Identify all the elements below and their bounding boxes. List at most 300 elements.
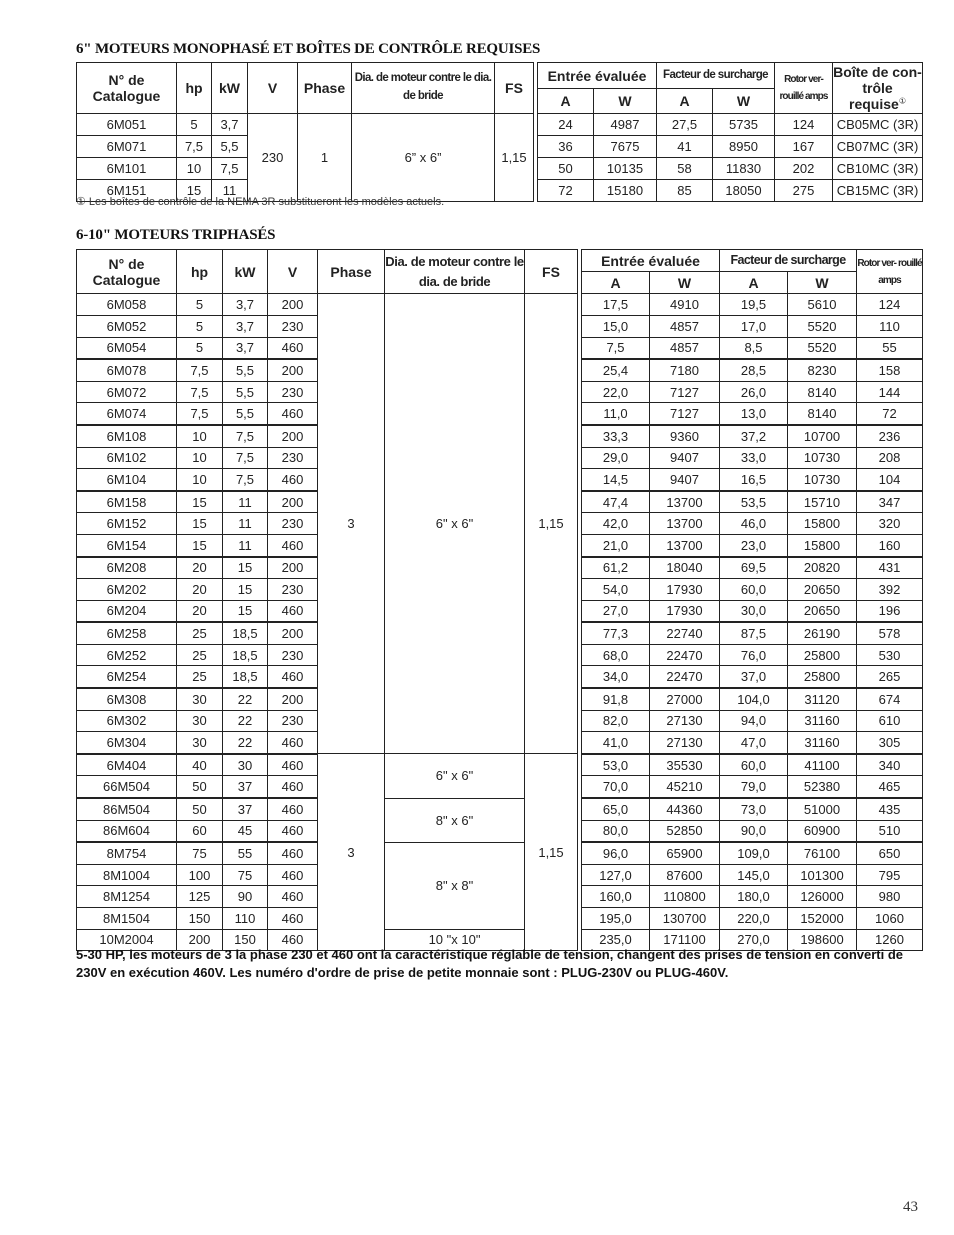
rated-w-cell: 44360 [650,798,720,820]
surcharge-w-cell: 8230 [788,359,857,381]
surcharge-w-cell: 10730 [788,469,857,491]
rated-a-cell: 54,0 [582,579,650,601]
rotor-amps-cell: 236 [857,425,923,447]
hp-cell: 15 [177,534,223,556]
hp-cell: 60 [177,820,223,842]
rated-a-cell: 160,0 [582,886,650,908]
hp-cell: 25 [177,666,223,688]
surcharge-a-cell: 41 [657,136,713,158]
surcharge-w-cell: 26190 [788,622,857,644]
rated-w-cell: 4910 [650,294,720,316]
voltage-cell: 460 [268,842,318,864]
rotor-amps-cell: 1060 [857,908,923,930]
rated-w-cell: 52850 [650,820,720,842]
header-w: W [594,89,657,114]
catalogue-cell: 6M102 [77,447,177,469]
header-rated-input: Entrée évaluée [582,250,720,272]
rated-a-cell: 235,0 [582,929,650,951]
voltage-cell: 200 [268,688,318,710]
rated-w-cell: 45210 [650,776,720,798]
voltage-cell: 460 [268,929,318,951]
hp-cell: 40 [177,754,223,776]
catalogue-cell: 6M052 [77,315,177,337]
header-phase: Phase [298,63,352,114]
dia-cell: 8" x 6" [385,798,525,842]
surcharge-w-cell: 31120 [788,688,857,710]
surcharge-a-cell: 94,0 [720,710,788,732]
rated-w-cell: 13700 [650,513,720,535]
surcharge-a-cell: 220,0 [720,908,788,930]
control-box-cell: CB10MC (3R) [833,158,923,180]
surcharge-a-cell: 76,0 [720,644,788,666]
surcharge-w-cell: 5520 [788,315,857,337]
rated-w-cell: 10135 [594,158,657,180]
surcharge-w-cell: 8140 [788,381,857,403]
rated-w-cell: 130700 [650,908,720,930]
header-rated-input: Entrée évaluée [538,63,657,89]
rated-w-cell: 7675 [594,136,657,158]
catalogue-cell: 6M308 [77,688,177,710]
header-rotor: Rotor ver- rouillé amps [857,250,923,294]
header-v: V [248,63,298,114]
catalogue-cell: 6M051 [77,114,177,136]
header-kw: kW [223,250,268,294]
surcharge-a-cell: 69,5 [720,557,788,579]
rated-w-cell: 7127 [650,403,720,425]
kw-cell: 22 [223,688,268,710]
catalogue-cell: 6M152 [77,513,177,535]
voltage-cell: 230 [268,447,318,469]
catalogue-cell: 6M202 [77,579,177,601]
kw-cell: 11 [223,534,268,556]
voltage-cell: 230 [268,644,318,666]
surcharge-w-cell: 51000 [788,798,857,820]
rotor-amps-cell: 104 [857,469,923,491]
phase-cell: 3 [318,294,385,754]
kw-cell: 5,5 [223,381,268,403]
kw-cell: 22 [223,710,268,732]
rated-a-cell: 15,0 [582,315,650,337]
kw-cell: 15 [223,557,268,579]
rotor-amps-cell: 795 [857,864,923,886]
header-a: A [657,89,713,114]
surcharge-w-cell: 41100 [788,754,857,776]
hp-cell: 7,5 [177,359,223,381]
rated-a-cell: 22,0 [582,381,650,403]
surcharge-w-cell: 10700 [788,425,857,447]
fs-cell: 1,15 [525,754,578,951]
rated-w-cell: 13700 [650,534,720,556]
table-row [77,798,923,820]
kw-cell: 55 [223,842,268,864]
catalogue-cell: 8M1004 [77,864,177,886]
catalogue-cell: 8M1504 [77,908,177,930]
voltage-cell: 460 [268,864,318,886]
control-box-cell: CB05MC (3R) [833,114,923,136]
rotor-amps-cell: 320 [857,513,923,535]
rated-w-cell: 22470 [650,644,720,666]
surcharge-a-cell: 85 [657,180,713,202]
table-row [77,294,923,316]
rated-w-cell: 110800 [650,886,720,908]
catalogue-cell: 6M158 [77,491,177,513]
catalogue-cell: 6M208 [77,557,177,579]
rated-w-cell: 87600 [650,864,720,886]
rotor-amps-cell: 202 [775,158,833,180]
hp-cell: 10 [177,158,212,180]
surcharge-w-cell: 8140 [788,403,857,425]
dia-cell: 6" x 6" [385,754,525,798]
catalogue-cell: 6M058 [77,294,177,316]
surcharge-a-cell: 79,0 [720,776,788,798]
section1-title: 6" MOTEURS MONOPHASÉ ET BOÎTES DE CONTRÔLE REQUISES [76,41,541,57]
phase-cell: 1 [298,114,352,202]
rated-a-cell: 50 [538,158,594,180]
kw-cell: 37 [223,798,268,820]
surcharge-w-cell: 5735 [713,114,775,136]
kw-cell: 18,5 [223,622,268,644]
kw-cell: 75 [223,864,268,886]
rated-a-cell: 82,0 [582,710,650,732]
voltage-cell: 460 [268,403,318,425]
rated-a-cell: 27,0 [582,600,650,622]
rotor-amps-cell: 160 [857,534,923,556]
hp-cell: 7,5 [177,136,212,158]
hp-cell: 200 [177,929,223,951]
dia-cell: 8" x 8" [385,842,525,929]
voltage-cell: 230 [268,381,318,403]
hp-cell: 20 [177,579,223,601]
rotor-amps-cell: 650 [857,842,923,864]
rated-a-cell: 72 [538,180,594,202]
kw-cell: 22 [223,732,268,754]
kw-cell: 90 [223,886,268,908]
rotor-amps-cell: 465 [857,776,923,798]
hp-cell: 10 [177,425,223,447]
hp-cell: 5 [177,315,223,337]
voltage-cell: 200 [268,425,318,447]
catalogue-cell: 10M2004 [77,929,177,951]
rated-a-cell: 41,0 [582,732,650,754]
footnote: ① Les boîtes de contrôle de la NEMA 3R substitueront les modèles actuels. [76,196,445,208]
kw-cell: 11 [212,180,248,202]
catalogue-cell: 6M154 [77,534,177,556]
voltage-cell: 230 [268,579,318,601]
surcharge-a-cell: 104,0 [720,688,788,710]
surcharge-w-cell: 25800 [788,644,857,666]
header-w: W [788,272,857,294]
control-box-cell: CB07MC (3R) [833,136,923,158]
header-dia: Dia. de moteur contre le dia. de bride [385,250,525,294]
header-w: W [650,272,720,294]
kw-cell: 18,5 [223,644,268,666]
rated-w-cell: 27000 [650,688,720,710]
rotor-amps-cell: 167 [775,136,833,158]
voltage-cell: 230 [248,114,298,202]
rated-a-cell: 17,5 [582,294,650,316]
kw-cell: 15 [223,579,268,601]
rated-w-cell: 7180 [650,359,720,381]
surcharge-a-cell: 145,0 [720,864,788,886]
rated-w-cell: 27130 [650,710,720,732]
rated-w-cell: 17930 [650,600,720,622]
catalogue-cell: 6M151 [77,180,177,202]
surcharge-a-cell: 73,0 [720,798,788,820]
rated-w-cell: 4987 [594,114,657,136]
kw-cell: 3,7 [223,337,268,359]
voltage-cell: 230 [268,513,318,535]
rated-a-cell: 21,0 [582,534,650,556]
section2-title: 6-10" MOTEURS TRIPHASÉS [76,227,276,243]
hp-cell: 100 [177,864,223,886]
catalogue-cell: 6M304 [77,732,177,754]
surcharge-a-cell: 8,5 [720,337,788,359]
hp-cell: 10 [177,469,223,491]
hp-cell: 20 [177,557,223,579]
catalogue-cell: 6M204 [77,600,177,622]
rated-a-cell: 47,4 [582,491,650,513]
kw-cell: 30 [223,754,268,776]
header-control-box-label: Boîte de con- trôle requise [833,64,922,113]
hp-cell: 5 [177,294,223,316]
control-box-cell: CB15MC (3R) [833,180,923,202]
header-a: A [582,272,650,294]
header-hp: hp [177,63,212,114]
rotor-amps-cell: 674 [857,688,923,710]
header-a: A [538,89,594,114]
rated-a-cell: 127,0 [582,864,650,886]
kw-cell: 7,5 [223,447,268,469]
kw-cell: 5,5 [223,403,268,425]
surcharge-w-cell: 10730 [788,447,857,469]
rotor-amps-cell: 435 [857,798,923,820]
rated-w-cell: 35530 [650,754,720,776]
rated-w-cell: 7127 [650,381,720,403]
rated-w-cell: 9407 [650,447,720,469]
rotor-amps-cell: 55 [857,337,923,359]
single-phase-table [76,62,923,202]
header-v: V [268,250,318,294]
surcharge-a-cell: 13,0 [720,403,788,425]
kw-cell: 150 [223,929,268,951]
hp-cell: 25 [177,622,223,644]
voltage-cell: 460 [268,534,318,556]
hp-cell: 30 [177,710,223,732]
voltage-cell: 200 [268,359,318,381]
rotor-amps-cell: 340 [857,754,923,776]
rated-w-cell: 17930 [650,579,720,601]
rated-a-cell: 33,3 [582,425,650,447]
rated-a-cell: 195,0 [582,908,650,930]
voltage-cell: 460 [268,908,318,930]
rotor-amps-cell: 578 [857,622,923,644]
header-phase: Phase [318,250,385,294]
surcharge-w-cell: 52380 [788,776,857,798]
rated-a-cell: 34,0 [582,666,650,688]
surcharge-a-cell: 17,0 [720,315,788,337]
rated-a-cell: 96,0 [582,842,650,864]
surcharge-a-cell: 33,0 [720,447,788,469]
voltage-cell: 230 [268,710,318,732]
catalogue-cell: 6M258 [77,622,177,644]
single-phase-table-body [77,114,923,202]
rated-w-cell: 13700 [650,491,720,513]
header-fs: FS [495,63,534,114]
catalogue-cell: 6M254 [77,666,177,688]
rotor-amps-cell: 980 [857,886,923,908]
rated-w-cell: 4857 [650,337,720,359]
catalogue-cell: 6M302 [77,710,177,732]
header-surcharge: Facteur de surcharge [657,63,775,89]
surcharge-w-cell: 31160 [788,732,857,754]
rated-w-cell: 9407 [650,469,720,491]
rotor-amps-cell: 530 [857,644,923,666]
voltage-cell: 460 [268,337,318,359]
catalogue-cell: 6M101 [77,158,177,180]
header-w: W [713,89,775,114]
hp-cell: 125 [177,886,223,908]
surcharge-a-cell: 46,0 [720,513,788,535]
hp-cell: 15 [177,513,223,535]
rated-w-cell: 4857 [650,315,720,337]
catalogue-cell: 8M1254 [77,886,177,908]
fs-cell: 1,15 [525,294,578,754]
rated-a-cell: 14,5 [582,469,650,491]
catalogue-cell: 8M754 [77,842,177,864]
table-row [77,842,923,864]
header-dia: Dia. de moteur contre le dia. de bride [352,63,495,114]
surcharge-w-cell: 8950 [713,136,775,158]
surcharge-a-cell: 19,5 [720,294,788,316]
rated-a-cell: 65,0 [582,798,650,820]
rotor-amps-cell: 510 [857,820,923,842]
rotor-amps-cell: 610 [857,710,923,732]
surcharge-w-cell: 25800 [788,666,857,688]
hp-cell: 7,5 [177,403,223,425]
rated-w-cell: 171100 [650,929,720,951]
rotor-amps-cell: 124 [857,294,923,316]
hp-cell: 30 [177,688,223,710]
rotor-amps-cell: 392 [857,579,923,601]
surcharge-w-cell: 101300 [788,864,857,886]
hp-cell: 50 [177,798,223,820]
hp-cell: 50 [177,776,223,798]
kw-cell: 5,5 [223,359,268,381]
voltage-cell: 200 [268,622,318,644]
surcharge-w-cell: 31160 [788,710,857,732]
rotor-amps-cell: 431 [857,557,923,579]
surcharge-w-cell: 18050 [713,180,775,202]
hp-cell: 10 [177,447,223,469]
rotor-amps-cell: 196 [857,600,923,622]
catalogue-cell: 86M604 [77,820,177,842]
voltage-cell: 460 [268,754,318,776]
catalogue-cell: 6M104 [77,469,177,491]
dia-cell: 10 "x 10" [385,929,525,951]
surcharge-w-cell: 60900 [788,820,857,842]
table-row [77,114,923,136]
rated-a-cell: 7,5 [582,337,650,359]
rotor-amps-cell: 265 [857,666,923,688]
voltage-cell: 460 [268,666,318,688]
rotor-amps-cell: 208 [857,447,923,469]
rotor-amps-cell: 275 [775,180,833,202]
voltage-cell: 200 [268,491,318,513]
kw-cell: 37 [223,776,268,798]
catalogue-cell: 6M072 [77,381,177,403]
surcharge-w-cell: 198600 [788,929,857,951]
surcharge-w-cell: 11830 [713,158,775,180]
rated-w-cell: 15180 [594,180,657,202]
catalogue-cell: 6M108 [77,425,177,447]
kw-cell: 3,7 [223,294,268,316]
surcharge-a-cell: 26,0 [720,381,788,403]
rotor-amps-cell: 110 [857,315,923,337]
rated-a-cell: 70,0 [582,776,650,798]
surcharge-w-cell: 126000 [788,886,857,908]
surcharge-a-cell: 23,0 [720,534,788,556]
kw-cell: 7,5 [223,469,268,491]
voltage-cell: 460 [268,798,318,820]
surcharge-a-cell: 47,0 [720,732,788,754]
surcharge-w-cell: 15800 [788,513,857,535]
surcharge-w-cell: 15800 [788,534,857,556]
kw-cell: 15 [223,600,268,622]
rated-w-cell: 9360 [650,425,720,447]
three-phase-table-body [77,294,923,951]
surcharge-a-cell: 30,0 [720,600,788,622]
surcharge-a-cell: 87,5 [720,622,788,644]
voltage-cell: 460 [268,820,318,842]
surcharge-w-cell: 20650 [788,579,857,601]
hp-cell: 15 [177,180,212,202]
rotor-amps-cell: 347 [857,491,923,513]
rotor-amps-cell: 144 [857,381,923,403]
voltage-cell: 200 [268,294,318,316]
rotor-amps-cell: 305 [857,732,923,754]
rated-a-cell: 68,0 [582,644,650,666]
surcharge-a-cell: 90,0 [720,820,788,842]
hp-cell: 20 [177,600,223,622]
catalogue-cell: 6M054 [77,337,177,359]
rated-w-cell: 22740 [650,622,720,644]
rated-w-cell: 18040 [650,557,720,579]
catalogue-cell: 66M504 [77,776,177,798]
rated-a-cell: 36 [538,136,594,158]
dia-cell: 6" x 6" [385,294,525,754]
kw-cell: 7,5 [212,158,248,180]
page-number: 43 [903,1199,918,1215]
table-row [77,754,923,776]
surcharge-a-cell: 180,0 [720,886,788,908]
kw-cell: 45 [223,820,268,842]
catalogue-cell: 6M404 [77,754,177,776]
kw-cell: 5,5 [212,136,248,158]
fs-cell: 1,15 [495,114,534,202]
surcharge-a-cell: 58 [657,158,713,180]
voltage-cell: 230 [268,315,318,337]
rotor-amps-cell: 72 [857,403,923,425]
voltage-cell: 460 [268,600,318,622]
header-control-box [833,63,923,114]
hp-cell: 5 [177,114,212,136]
header-a: A [720,272,788,294]
hp-cell: 7,5 [177,381,223,403]
rated-a-cell: 53,0 [582,754,650,776]
surcharge-w-cell: 76100 [788,842,857,864]
kw-cell: 3,7 [212,114,248,136]
hp-cell: 30 [177,732,223,754]
